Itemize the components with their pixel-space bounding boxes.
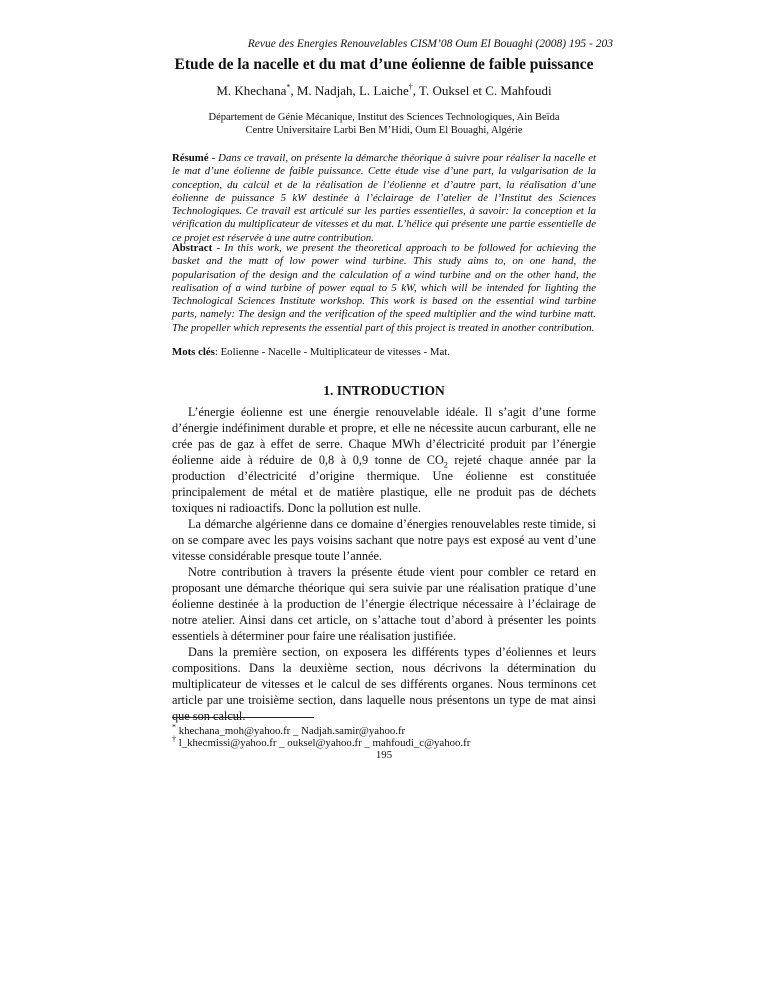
author-list (120, 83, 648, 99)
affiliation (120, 111, 648, 137)
resume-text: - Dans ce travail, on présente la démarche théorique à suivre pour réaliser la nacelle et le mat d’une éolienne de faible puissance. Cette étude vise d’une part, la vulgarisation de la conception, du calcul et de la réalisation de l’éolienne et d’autre part, la réalisation d’une éolienne de puissance 5 kW destinée à l’éclairage de l’atelier de l’Institut des Sciences Technologiques. Ce travail est articulé sur les parties essentielles, à savoir: la conception et la vérification du multiplicateur de vitesses et du mat. L’hélice qui présente une partie essentielle de ce projet est réservée à une autre contribution. (172, 152, 596, 244)
footnote-text: l_khecmissi@yahoo.fr _ ouksel@yahoo.fr _ mahfoudi_c@yahoo.fr (176, 737, 471, 749)
footnote (172, 734, 596, 749)
paragraph-text: L’énergie éolienne est une énergie renouvelable idéale. Il s’agit d’une forme d’énergie indéfiniment durable et propre, et elle ne nécessite aucun carburant, elle ne crée pas de gaz à effet de serre. Chaque MWh d’électricité produit par l’énergie éolienne aide à réduire de 0,8 à 0,9 tonne de CO (172, 405, 596, 467)
paragraph: La démarche algérienne dans ce domaine d’énergies renouvelables reste timide, si on se compare avec les pays voisins sachant que notre pays est exposé au vent d’une vitesse considérable presque toute l’année. (172, 517, 596, 563)
footnote (172, 722, 596, 737)
section-body (172, 404, 596, 724)
paragraph: Dans la première section, on exposera les différents types d’éoliennes et leurs compositions. Dans la deuxième section, nous décrivons la détermination du multiplicateur de vitesses et le calcul de ses différents organes. Nous terminons cet article par une troisième section, dans laquelle nous présentons un type de mat ainsi que son calcul. (172, 645, 596, 723)
footnotes (172, 722, 596, 749)
affiliation-line: Centre Universitaire Larbi Ben M’Hidi, Oum El Bouaghi, Algérie (245, 125, 523, 136)
running-header: Revue des Energies Renouvelables CISM’08 Oum El Bouaghi (2008) 195 - 203 (247, 38, 613, 50)
paragraph: Notre contribution à travers la présente étude vient pour combler ce retard en proposant une démarche théorique qui sera suivie par une réalisation pratique d’une éolienne destinée à la production de l’énergie électrique nécessaire à l’éclairage de notre atelier. Ainsi dans cet article, on s’attache tout d’abord à présenter les points essentiels à déterminer pour faire une réalisation justifiée. (172, 565, 596, 643)
affiliation-line: Département de Génie Mécanique, Institut des Sciences Technologiques, Ain Beïda (208, 112, 560, 123)
author-name: M. Khechana (216, 83, 287, 98)
footnote-marker: * (286, 82, 291, 92)
page-number: 195 (375, 749, 393, 761)
footnote-marker: † (408, 82, 413, 92)
author-name: , M. Nadjah, L. Laiche (290, 83, 409, 98)
keywords-text: : Eolienne - Nacelle - Multiplicateur de vitesses - Mat. (214, 346, 450, 358)
keywords-label: Mots clés (172, 346, 215, 358)
paragraph-text: rejeté chaque année par la production d’électricité d’origine thermique. Une éolienne est constituée principalement de métal et de matière plastique, elle ne produit pas de déchets toxiques ni radioactifs. Donc la pollution est nulle. (172, 453, 596, 515)
paragraph (172, 404, 596, 516)
keywords-block (172, 346, 596, 359)
resume-label: Résumé (172, 152, 209, 164)
paper-title: Etude de la nacelle et du mat d’une éolienne de faible puissance (174, 56, 594, 73)
footnote-marker: * (172, 722, 176, 732)
abstract-text: - In this work, we present the theoretical approach to be followed for achieving the basket and the matt of low power wind turbine. This study aims to, on one hand, the popularisation of the design and the calculation of a wind turbine and on the other hand, the realisation of a wind turbine of power equal to 5 kW, which will be intended for lighting the Technological Sciences Institute workshop. This work is based on the essential wind turbine parts, namely: The design and the verification of the speed multiplier and the wind turbine matt. The propeller which represents the essential part of this project is treated in another contribution. (172, 242, 596, 334)
footnote-marker: † (172, 734, 176, 744)
subscript: 2 (443, 460, 448, 470)
resume-block (172, 152, 596, 245)
author-name: , T. Ouksel et C. Mahfoudi (412, 83, 552, 98)
footnote-divider (172, 717, 314, 718)
abstract-label: Abstract (172, 242, 213, 254)
footnote-text: khechana_moh@yahoo.fr _ Nadjah.samir@yahoo.fr (176, 725, 406, 737)
section-heading: 1. INTRODUCTION (323, 383, 445, 398)
abstract-block (172, 242, 596, 335)
